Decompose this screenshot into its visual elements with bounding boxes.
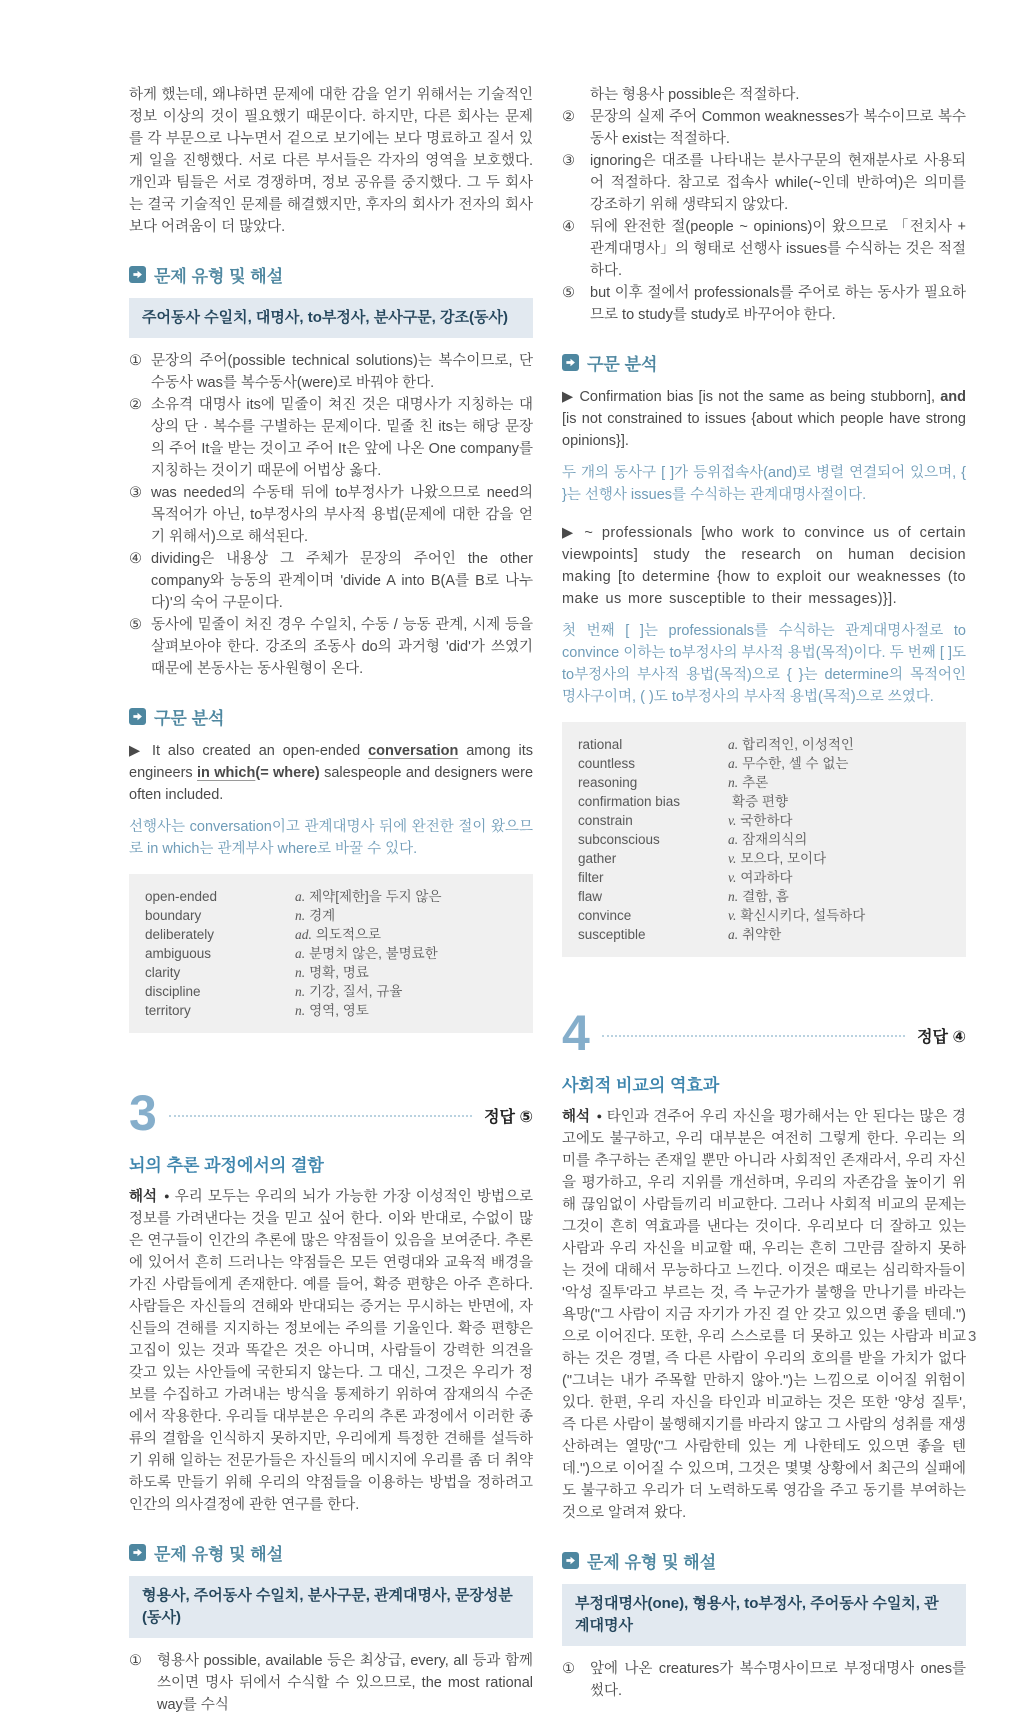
vocab-row [578,773,950,792]
vocab-box [129,874,533,1033]
list-item [129,614,533,680]
list-item [129,548,533,614]
vocab-meaning [295,982,517,1001]
syntax-sentence [562,386,966,452]
vocab-row [145,963,517,982]
question-4-header [562,1005,966,1061]
section-heading-syntax [129,704,533,729]
item-marker: ③ [129,485,142,501]
vocab-pos: a. [728,832,739,847]
vocab-def: 영역, 영토 [309,1003,369,1018]
vocab-pos: n. [295,908,306,923]
section-heading-syntax [562,350,966,375]
vocab-row [578,830,950,849]
vocab-def: 취약한 [742,927,782,942]
section-heading-label: 문제 유형 및 해설 [154,1545,284,1564]
vocab-def: 제약[제한]을 두지 않은 [309,889,442,904]
item-marker: ① [562,1661,575,1677]
sentence-part: ▶ It also created an open-ended [129,743,369,759]
syntax-note: 첫 번째 [ ]는 professionals를 수식하는 관계대명사절로 to convince 이하는 to부정사의 부사적 용법(목적)이다. 두 번째 [ ]도 to부정사의 부사적 용법(목적)으로 { }는 determine의 목적어인 명사구이며, ( )도 to부정사의 부사적 용법(목적)으로 쓰였다. [562,623,966,705]
keyword-box: 부정대명사(one), 형용사, to부정사, 주어동사 수일치, 관계대명사 [562,1584,966,1646]
item-marker: ⑤ [562,285,575,301]
item-text: 형용사 possible, available 등은 최상급, every, all 등과 함께 쓰이면 명사 뒤에서 수식할 수 있으므로, the most rational way를 수식 [157,1653,533,1713]
vocab-def: 경계 [309,908,336,923]
vocab-def: 합리적인, 이성적인 [742,737,854,752]
vocab-pos: a. [295,889,306,904]
bullet-icon: ● [163,1191,171,1201]
vocab-word: filter [578,870,604,885]
list-item [129,394,533,482]
item-marker: ④ [562,219,575,235]
vocab-def: 기강, 질서, 규율 [309,984,403,999]
vocab-row [145,982,517,1001]
vocab-pos: v. [728,813,737,828]
vocab-meaning [728,887,950,906]
vocab-meaning [728,906,950,925]
section-heading-label: 구문 분석 [587,355,658,374]
list-item [562,106,966,150]
item-text: 문장의 실제 주어 Common weaknesses가 복수이므로 복수동사 exist는 적절하다. [590,109,966,147]
vocab-word: reasoning [578,775,638,790]
section-heading-label: 구문 분석 [154,709,225,728]
translation-text: 타인과 견주어 우리 자신을 평가해서는 안 된다는 많은 경고에도 불구하고, 우리 대부분은 여전히 그렇게 한다. 우리는 의미를 추구하는 존재일 뿐만 아니라 사회적인 존재라서, 우리 자신을 평가하고, 우리 지위를 개선하며, 우리의 자존감을 높이기 위해 끊임없이 사람들끼리 비교한다. 그러나 사회적 비교의 문제는 그것이 흔히 역효과를 낸다는 것이다. 우리보다 더 잘하고 있는 사람과 우리 자신을 비교할 때, 우리는 흔히 그만큼 잘하지 못하는 것에 대해서 무능하다고 느낀다. 이것은 때로는 심리학자들이 '악성 질투'라고 부르는 것, 즉 누군가가 불행을 만나기를 바라는 욕망("그 사람이 지금 자기가 가진 걸 안 갖고 있으면 좋을 텐데.")으로 이어진다. 또한, 우리 스스로를 더 못하고 있는 사람과 비교하는 것은 경멸, 즉 다른 사람이 우리의 호의를 받을 가치가 없다("그녀는 내가 주목할 만하지 않아.")는 느낌으로 이어질 위험이 있다. 한편, 우리 자신을 타인과 비교하는 것은 또한 '양성 질투', 즉 다른 사람이 불행해지기를 바라지 않고 그 사람의 성취를 재생산하려는 열망("그 사람한테 있는 게 나한테도 있으면 좋을 텐데.")으로 이어질 수 있으며, 그것은 몇몇 상황에서 최근의 실패에도 불구하고 우리가 더 노력하도록 영감을 주고 동기를 부여하는 것으로 알려져 왔다. [562,1109,966,1521]
explanation-list [129,350,533,680]
item-marker: ③ [562,153,575,169]
vocab-word: boundary [145,908,202,923]
item-continuation: 하는 형용사 possible은 적절하다. [590,87,800,103]
vocab-pos: n. [728,775,739,790]
vocab-meaning [295,1001,517,1020]
item-marker: ① [129,353,142,369]
answer-badge: 정답 ④ [917,1028,966,1046]
vocab-def: 확증 편향 [732,794,788,809]
vocab-meaning [728,773,950,792]
vocab-row [578,849,950,868]
syntax-sentence: ▶ ~ professionals [who work to convince us of certain viewpoints] study the research on human decision making [to determine {how to exploit our weaknesses (to make us more susceptible to their messages)}]. [562,525,966,607]
vocab-meaning [295,925,517,944]
vocab-row [578,887,950,906]
vocab-row [578,735,950,754]
item-text: was needed의 수동태 뒤에 to부정사가 나왔으므로 need의 목적어가 아닌, to부정사의 부사적 용법(문제에 대한 감을 얻기 위해서)으로 해석된다. [151,485,533,545]
vocab-pos: a. [728,756,739,771]
vocab-meaning [295,963,517,982]
vocab-pos: a. [728,737,739,752]
arrow-right-icon [129,266,146,283]
vocab-word: discipline [145,984,201,999]
vocab-def: 확신시키다, 설득하다 [740,908,866,923]
passage-title: 사회적 비교의 역효과 [562,1076,720,1095]
translation-label: 해석 [129,1189,158,1205]
vocab-meaning [728,925,950,944]
syntax-note: 두 개의 동사구 [ ]가 등위접속사(and)로 병렬 연결되어 있으며, { }는 선행사 issues를 수식하는 관계대명사절이다. [562,465,966,503]
list-item [562,1658,966,1702]
vocab-word: gather [578,851,617,866]
section-heading-label: 문제 유형 및 해설 [154,267,284,286]
vocab-word: confirmation bias [578,794,681,809]
vocab-meaning [728,849,950,868]
vocab-def: 추론 [742,775,769,790]
arrow-right-icon [129,708,146,725]
explanation-list [562,1658,966,1702]
vocab-row [578,906,950,925]
vocab-pos: n. [295,984,306,999]
vocab-meaning [295,887,517,906]
vocab-word: constrain [578,813,633,828]
vocab-def: 여과하다 [740,870,793,885]
vocab-meaning [728,830,950,849]
arrow-right-icon [562,354,579,371]
underlined-word: in which [197,765,256,781]
question-3-header [129,1085,533,1141]
list-item [562,282,966,326]
vocab-meaning [728,811,950,830]
section-heading-type-analysis [129,1540,533,1565]
item-marker: ② [129,397,142,413]
section-heading-type-analysis [562,1548,966,1573]
vocab-def: 분명치 않은, 불명료한 [309,946,438,961]
vocab-pos: n. [728,889,739,904]
question-number: 4 [562,1005,590,1061]
item-text: 뒤에 완전한 절(people ~ opinions)이 왔으므로 「전치사 + 관계대명사」의 형태로 선행사 issues를 수식하는 것은 적절하다. [590,219,966,279]
right-column [562,84,966,1702]
vocab-pos: v. [728,870,737,885]
explanation-list [129,1650,533,1716]
passage-title: 뇌의 추론 과정에서의 결함 [129,1156,324,1175]
translation-text: 우리 모두는 우리의 뇌가 가능한 가장 이성적인 방법으로 정보를 가려낸다는 것을 믿고 싶어 한다. 이와 반대로, 수없이 많은 연구들이 인간의 추론에 많은 약점들이 있음을 보여준다. 추론에 있어서 흔히 드러나는 약점들은 모든 연령대와 교육적 배경을 가진 사람들에게 존재한다. 예를 들어, 확증 편향은 아주 흔하다. 사람들은 자신들의 견해와 반대되는 증거는 무시하는 반면에, 자신들의 견해를 지지하는 정보에는 주의를 기울인다. 확증 편향은 고집이 있는 것과 똑같은 것은 아니며, 사람들이 강력한 의견을 갖고 있는 사안들에 국한되지 않는다. 그 대신, 그것은 우리가 정보를 수집하고 가려내는 방식을 통제하기 위하여 잠재의식 수준에서 작용한다. 우리들 대부분은 우리의 추론 과정에서 이러한 종류의 결함을 인식하지 못하지만, 우리에게 특정한 견해를 설득하기 위해 일하는 전문가들은 자신들의 메시지에 우리를 좀 더 취약하도록 만들기 위해 우리의 약점들을 이용하는 방법을 정하려고 인간의 의사결정에 관한 연구를 한다. [129,1189,534,1513]
vocab-meaning [728,735,950,754]
vocab-row [145,925,517,944]
vocab-word: territory [145,1003,191,1018]
vocab-word: subconscious [578,832,660,847]
section-heading-label: 문제 유형 및 해설 [587,1553,717,1572]
vocab-row [578,754,950,773]
arrow-right-icon [562,1552,579,1569]
vocab-meaning [295,944,517,963]
vocab-box [562,722,966,957]
item-marker: ④ [129,551,142,567]
vocab-word: clarity [145,965,181,980]
vocab-pos: ad. [295,927,312,942]
keyword-box: 형용사, 주어동사 수일치, 분사구문, 관계대명사, 문장성분 (동사) [129,1576,533,1638]
vocab-def: 모으다, 모이다 [740,851,827,866]
vocab-def: 국한하다 [740,813,793,828]
item-text: but 이후 절에서 professionals를 주어로 하는 동사가 필요하므로 to study를 study로 바꾸어야 한다. [590,285,966,323]
list-item [129,350,533,394]
vocab-word: open-ended [145,889,218,904]
vocab-word: convince [578,908,632,923]
item-text: dividing은 내용상 그 주체가 문장의 주어인 the other company와 능동의 관계이며 'divide A into B(A를 B로 나누다)'의 숙어 구문이다. [151,551,533,611]
translation-label: 해석 [562,1109,591,1125]
vocab-def: 무수한, 셀 수 없는 [742,756,849,771]
keyword-box: 주어동사 수일치, 대명사, to부정사, 분사구문, 강조(동사) [129,298,533,338]
vocab-word: flaw [578,889,603,904]
item-text: 소유격 대명사 its에 밑줄이 쳐진 것은 대명사가 지칭하는 대상의 단 · 복수를 구별하는 문제이다. 밑줄 친 its는 해당 문장의 주어 It을 받는 것이고 주어 It은 앞에 나온 One company를 지칭하는 것이기 때문에 어법상 옳다. [151,397,533,479]
vocab-meaning [728,868,950,887]
list-item [129,1650,533,1716]
list-item [129,482,533,548]
sentence-part: among its engineers [129,743,533,781]
vocab-meaning [728,754,950,773]
vocab-row [145,944,517,963]
section-heading-type-analysis [129,262,533,287]
answer-badge: 정답 ⑤ [484,1108,533,1126]
translation-paragraph [562,1105,966,1524]
vocab-pos: v. [728,851,737,866]
vocab-word: susceptible [578,927,646,942]
vocab-def: 잠재의식의 [742,832,808,847]
sentence-part: [is not constrained to issues {about which people have strong opinions}]. [562,411,966,449]
vocab-pos: a. [728,927,739,942]
vocab-word: deliberately [145,927,215,942]
vocab-row [578,868,950,887]
bold-word: (= where) [255,765,320,781]
vocab-def: 의도적으로 [315,927,382,942]
bullet-icon: ● [596,1111,603,1121]
vocab-meaning [295,906,517,925]
vocab-word: countless [578,756,636,771]
item-text: 문장의 주어(possible technical solutions)는 복수이므로, 단수동사 was를 복수동사(were)로 바꿔야 한다. [151,353,533,391]
item-marker: ① [129,1653,142,1669]
dotted-divider [169,1115,472,1117]
dotted-divider [602,1035,905,1037]
translation-continuation: 하게 했는데, 왜냐하면 문제에 대한 감을 얻기 위해서는 기술적인 정보 이상의 것이 필요했기 때문이다. 하지만, 다른 회사는 문제를 각 부문으로 나누면서 겉으로 보기에는 보다 명료하고 질서 있게 일을 진행했다. 서로 다른 부서들은 각자의 영역을 보호했다. 개인과 팀들은 서로 경쟁하며, 정보 공유를 중지했다. 그 두 회사는 결국 기술적인 문제를 해결했지만, 후자의 회사가 전자의 회사보다 어려움이 더 많았다. [129,87,533,235]
vocab-row [145,1001,517,1020]
item-marker: ② [562,109,575,125]
vocab-row [578,811,950,830]
left-column [129,84,533,1716]
arrow-right-icon [129,1544,146,1561]
item-text: 동사에 밑줄이 처진 경우 수일치, 수동 / 능동 관계, 시제 등을 살펴보아야 한다. 강조의 조동사 do의 과거형 'did'가 쓰였기 때문에 본동사는 동사원형이 온다. [151,617,533,677]
explanation-list [562,106,966,326]
vocab-row [145,887,517,906]
vocab-row [578,792,950,811]
item-text: ignoring은 대조를 나타내는 분사구문의 현재분사로 사용되어 적절하다. 참고로 접속사 while(~인데 반하여)은 의미를 강조하기 위해 생략되지 않았다. [590,153,966,213]
translation-paragraph [129,1185,533,1516]
vocab-def: 명확, 명료 [309,965,369,980]
underlined-word: conversation [368,743,459,759]
syntax-note: 선행사는 conversation이고 관계대명사 뒤에 완전한 절이 왔으므로 in which는 관계부사 where로 바꿀 수 있다. [129,819,533,857]
vocab-row [145,906,517,925]
page-number: 3 [968,1328,977,1345]
sentence-part: ▶ Confirmation bias [is not the same as being stubborn], [562,389,941,405]
item-marker: ⑤ [129,617,142,633]
syntax-sentence [129,740,533,806]
question-number: 3 [129,1085,157,1141]
vocab-word: rational [578,737,623,752]
vocab-pos: n. [295,965,306,980]
vocab-pos: a. [295,946,306,961]
list-item [562,150,966,216]
vocab-pos: v. [728,908,737,923]
vocab-word: ambiguous [145,946,212,961]
sentence-part: salespeople and designers were often included. [129,765,534,803]
vocab-row [578,925,950,944]
vocab-def: 결함, 흠 [742,889,789,904]
list-item [562,216,966,282]
item-text: 앞에 나온 creatures가 복수명사이므로 부정대명사 ones를 썼다. [590,1661,966,1699]
bold-word: and [940,389,966,405]
vocab-pos: n. [295,1003,306,1018]
vocab-meaning [728,792,950,811]
